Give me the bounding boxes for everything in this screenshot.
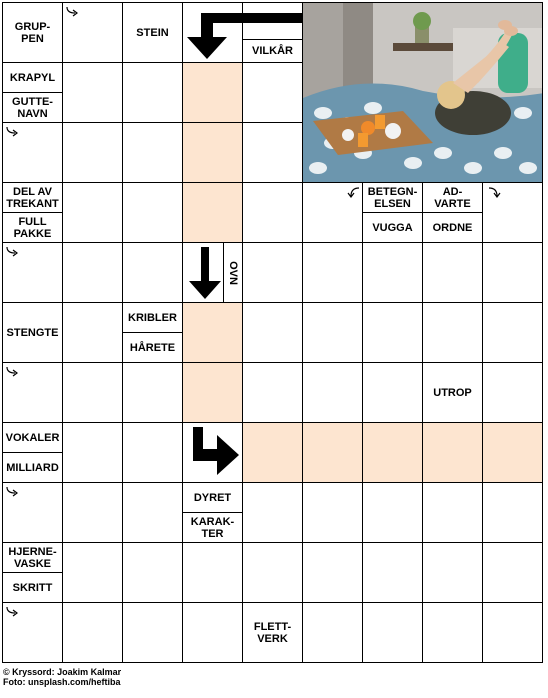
hook-arrow-icon xyxy=(5,126,19,138)
answer-cell[interactable] xyxy=(422,482,483,543)
solution-cell[interactable] xyxy=(182,122,243,183)
answer-cell[interactable] xyxy=(62,482,123,543)
answer-cell[interactable] xyxy=(422,602,483,663)
solution-cell[interactable] xyxy=(182,182,243,243)
answer-cell[interactable] xyxy=(422,542,483,603)
answer-cell[interactable] xyxy=(122,542,183,603)
solution-cell[interactable] xyxy=(302,422,363,483)
arrow-down-icon xyxy=(183,243,225,304)
clue-skritt[interactable]: SKRITT xyxy=(2,572,63,603)
arrow-down-right-icon xyxy=(183,423,244,484)
crossword-grid xyxy=(3,3,543,663)
photo-illustration xyxy=(303,3,543,183)
answer-cell[interactable] xyxy=(122,122,183,183)
answer-cell[interactable] xyxy=(242,182,303,243)
solution-cell[interactable] xyxy=(182,362,243,423)
clue-utrop[interactable]: UTROP xyxy=(422,362,483,423)
answer-cell[interactable] xyxy=(62,422,123,483)
answer-cell[interactable] xyxy=(62,542,123,603)
answer-cell[interactable] xyxy=(302,482,363,543)
hook-arrow-icon xyxy=(5,606,19,618)
answer-cell[interactable] xyxy=(122,362,183,423)
hook-arrow-icon xyxy=(5,366,19,378)
hook-arrow-icon xyxy=(5,486,19,498)
answer-cell[interactable] xyxy=(302,362,363,423)
answer-cell[interactable] xyxy=(482,302,543,363)
clue-dyret[interactable]: DYRET xyxy=(182,482,243,513)
answer-cell[interactable] xyxy=(242,302,303,363)
answer-cell[interactable] xyxy=(62,182,123,243)
answer-cell[interactable] xyxy=(482,602,543,663)
clue-stengte[interactable]: STENGTE xyxy=(2,302,63,363)
answer-cell[interactable] xyxy=(422,302,483,363)
answer-cell[interactable] xyxy=(482,242,543,303)
solution-cell[interactable] xyxy=(182,62,243,123)
hook-arrow-down-left-icon xyxy=(347,186,361,198)
answer-cell[interactable] xyxy=(122,602,183,663)
clue-guttenavn[interactable]: GUTTE- NAVN xyxy=(2,92,63,123)
clue-full-pakke[interactable]: FULL PAKKE xyxy=(2,212,63,243)
clue-vokaler[interactable]: VOKALER xyxy=(2,422,63,453)
answer-cell[interactable] xyxy=(62,362,123,423)
solution-cell[interactable] xyxy=(362,422,423,483)
answer-cell[interactable] xyxy=(362,602,423,663)
clue-hjernevaske[interactable]: HJERNE- VASKE xyxy=(2,542,63,573)
clue-stein[interactable]: STEIN xyxy=(122,2,183,63)
clue-gruppen[interactable]: GRUP- PEN xyxy=(2,2,63,63)
answer-cell[interactable] xyxy=(482,482,543,543)
clue-del-av-trekant[interactable]: DEL AV TREKANT xyxy=(2,182,63,213)
arrow-left-down-icon xyxy=(183,3,304,64)
answer-cell[interactable] xyxy=(302,242,363,303)
answer-cell[interactable] xyxy=(122,482,183,543)
answer-cell[interactable] xyxy=(242,242,303,303)
credit-photo: Foto: unsplash.com/heftiba xyxy=(3,677,121,687)
clue-advarte[interactable]: AD- VARTE xyxy=(422,182,483,213)
answer-cell[interactable] xyxy=(242,122,303,183)
clue-harete[interactable]: HÅRETE xyxy=(122,332,183,363)
clue-ordne[interactable]: ORDNE xyxy=(422,212,483,243)
answer-cell[interactable] xyxy=(62,302,123,363)
answer-cell[interactable] xyxy=(122,422,183,483)
answer-cell[interactable] xyxy=(182,602,243,663)
answer-cell[interactable] xyxy=(362,362,423,423)
clue-betegnelsen[interactable]: BETEGN- ELSEN xyxy=(362,182,423,213)
answer-cell[interactable] xyxy=(362,542,423,603)
answer-cell[interactable] xyxy=(62,242,123,303)
photo-woman-breakfast-in-bed xyxy=(302,2,543,183)
answer-cell[interactable] xyxy=(122,62,183,123)
clue-vugga[interactable]: VUGGA xyxy=(362,212,423,243)
solution-cell[interactable] xyxy=(482,422,543,483)
answer-cell[interactable] xyxy=(122,182,183,243)
clue-kribler[interactable]: KRIBLER xyxy=(122,302,183,333)
hook-arrow-icon xyxy=(65,6,79,18)
clue-karakter[interactable]: KARAK- TER xyxy=(182,512,243,543)
credits xyxy=(3,667,121,687)
answer-cell[interactable] xyxy=(362,242,423,303)
clue-ovn[interactable] xyxy=(223,242,243,303)
solution-cell[interactable] xyxy=(422,422,483,483)
clue-vilkar[interactable]: VILKÅR xyxy=(242,39,303,63)
answer-cell[interactable] xyxy=(302,602,363,663)
answer-cell[interactable] xyxy=(362,302,423,363)
answer-cell[interactable] xyxy=(362,482,423,543)
clue-ovn-label: OVN xyxy=(227,260,239,285)
clue-flettverk[interactable]: FLETT- VERK xyxy=(242,602,303,663)
solution-cell[interactable] xyxy=(182,302,243,363)
credit-crossword: © Kryssord: Joakim Kalmar xyxy=(3,667,122,677)
answer-cell[interactable] xyxy=(482,542,543,603)
answer-cell[interactable] xyxy=(122,242,183,303)
answer-cell[interactable] xyxy=(62,62,123,123)
answer-cell[interactable] xyxy=(422,242,483,303)
answer-cell[interactable] xyxy=(62,122,123,183)
clue-krapyl[interactable]: KRAPYL xyxy=(2,62,63,93)
answer-cell[interactable] xyxy=(242,482,303,543)
answer-cell[interactable] xyxy=(302,302,363,363)
hook-arrow-icon xyxy=(5,246,19,258)
solution-cell[interactable] xyxy=(242,422,303,483)
answer-cell[interactable] xyxy=(182,542,243,603)
answer-cell[interactable] xyxy=(242,542,303,603)
answer-cell[interactable] xyxy=(302,542,363,603)
answer-cell[interactable] xyxy=(242,362,303,423)
hook-arrow-down-right-icon xyxy=(487,186,501,198)
answer-cell[interactable] xyxy=(482,362,543,423)
answer-cell[interactable] xyxy=(62,602,123,663)
answer-cell[interactable] xyxy=(242,62,303,123)
clue-milliard[interactable]: MILLIARD xyxy=(2,452,63,483)
